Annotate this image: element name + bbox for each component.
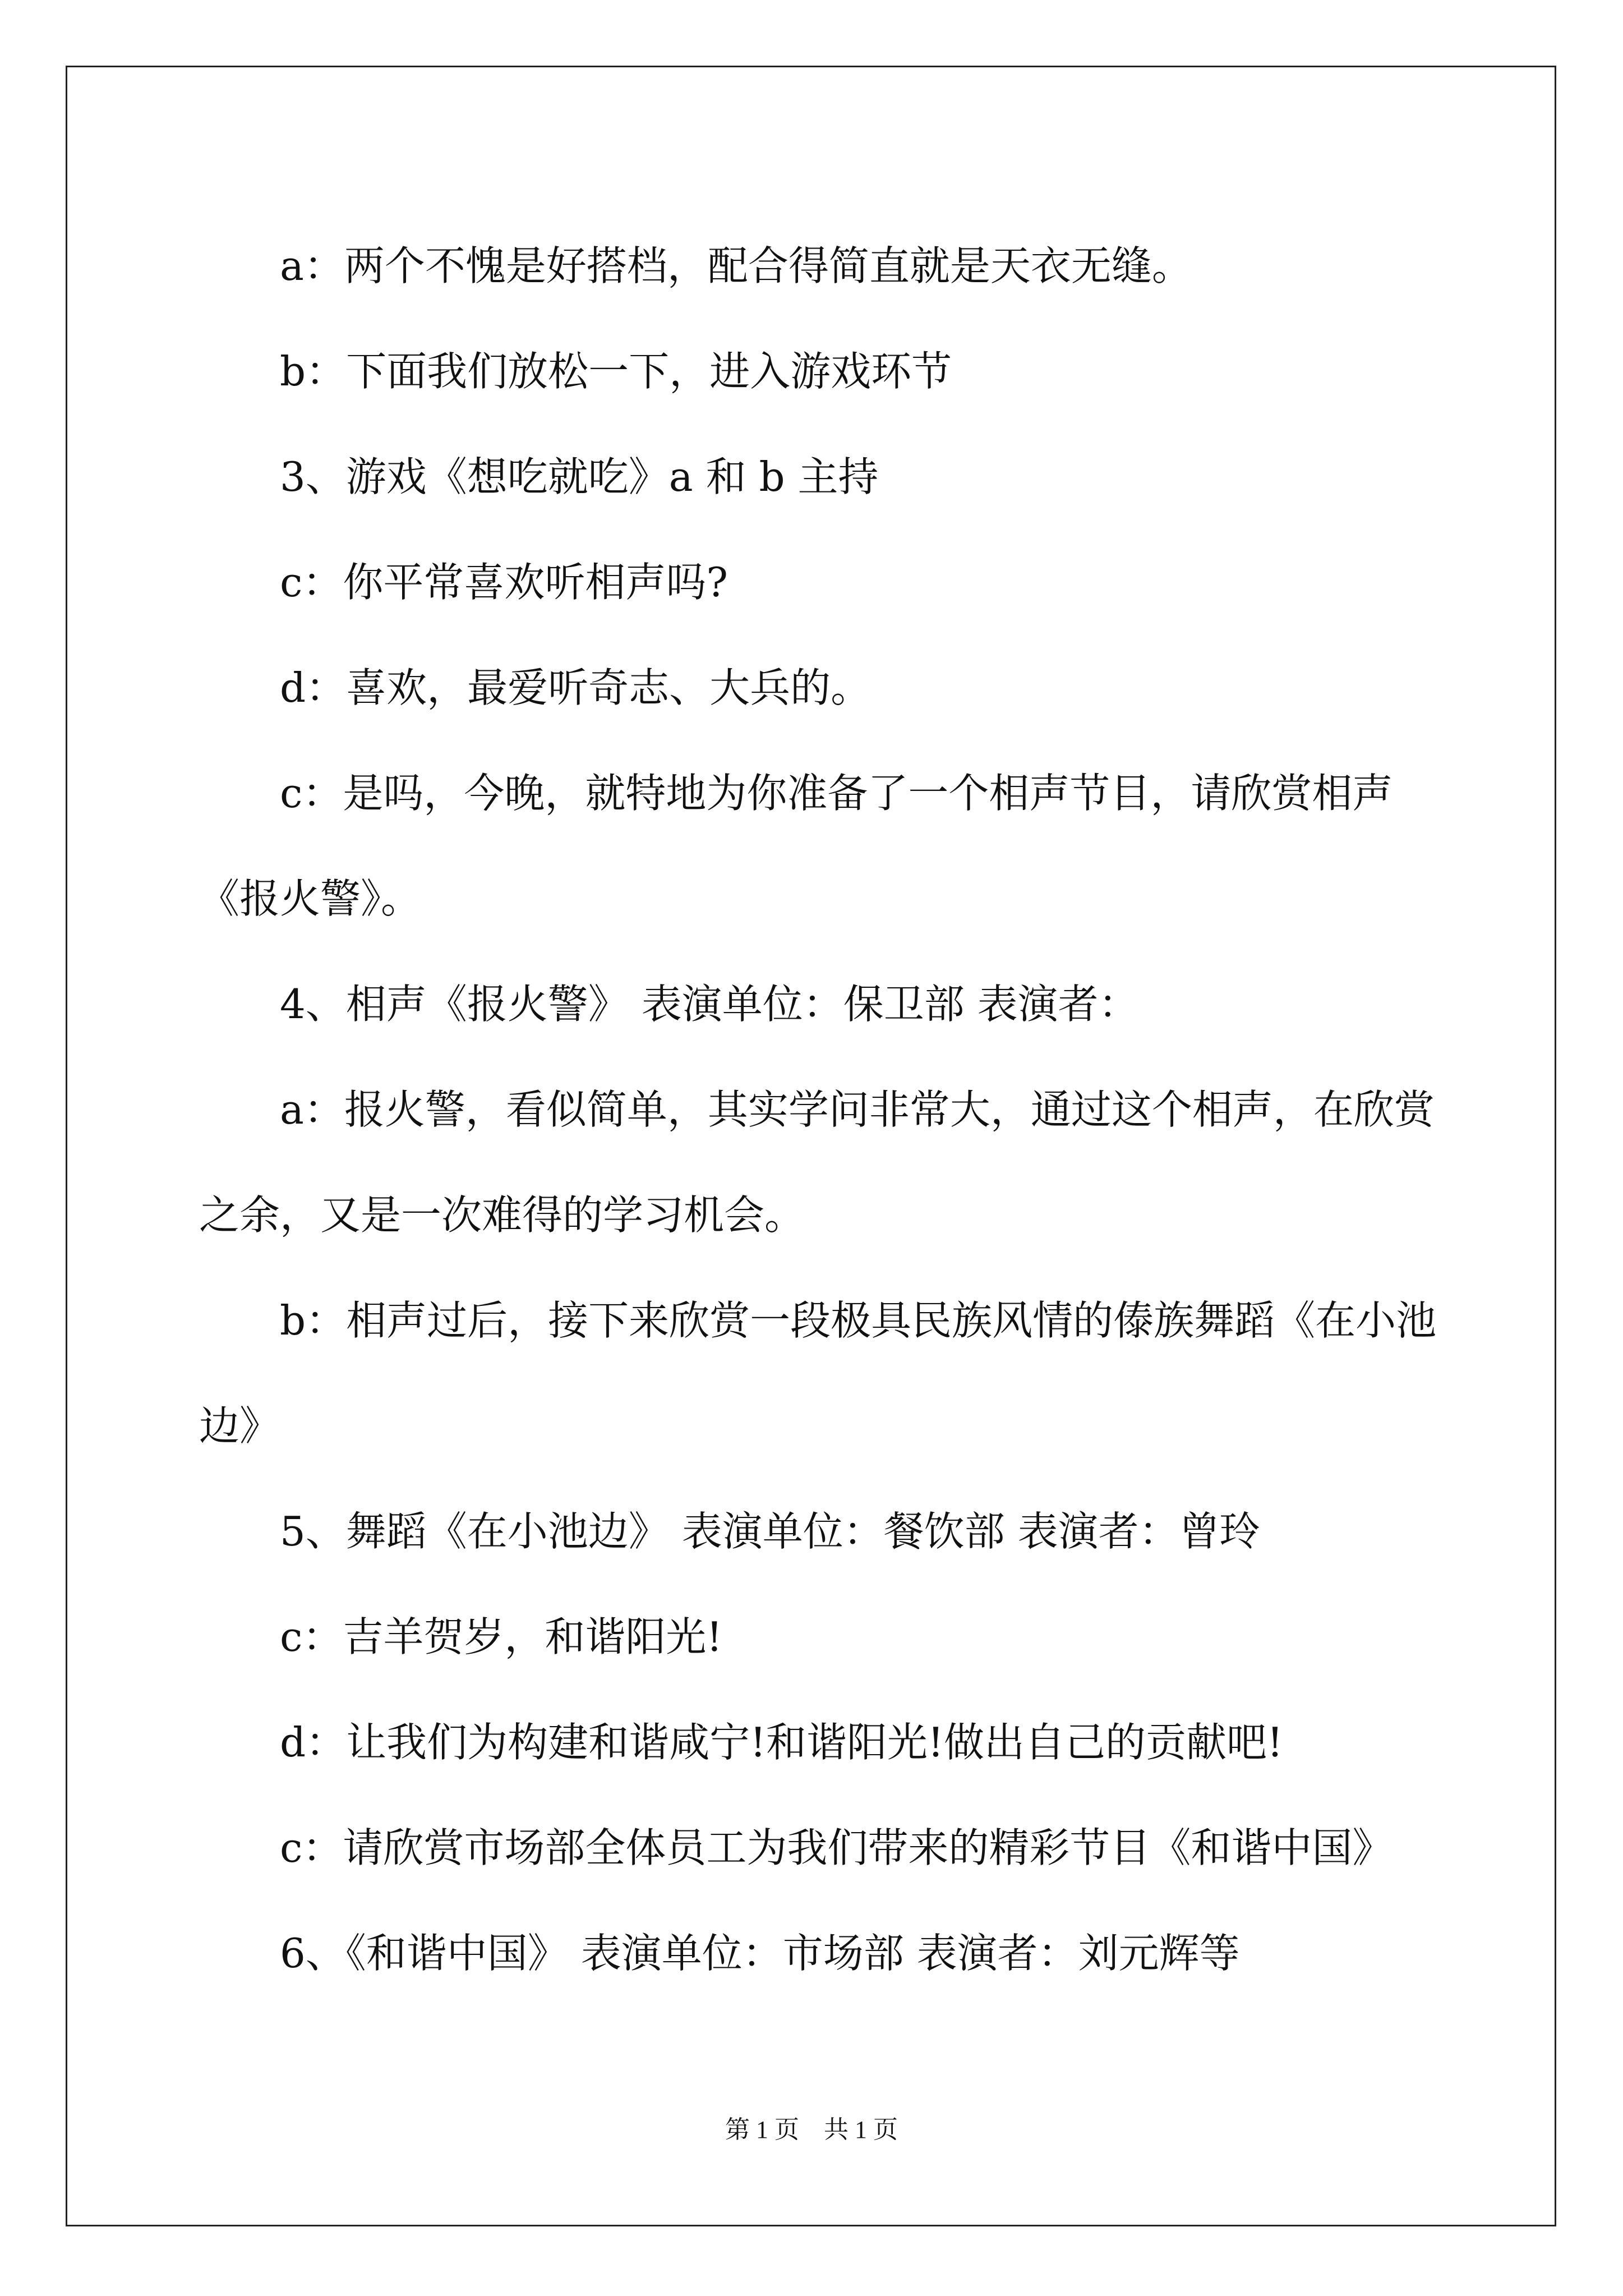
paragraph-continuation: 《报火警》。 (199, 875, 422, 922)
paragraph: a：报火警，看似简单，其实学问非常大，通过这个相声，在欣赏 (280, 1086, 1435, 1133)
paragraph: b：下面我们放松一下，进入游戏环节 (280, 348, 952, 395)
paragraph: c：是吗，今晚，就特地为你准备了一个相声节目，请欣赏相声 (280, 770, 1393, 817)
paragraph: 4、相声《报火警》 表演单位：保卫部 表演者： (280, 981, 1139, 1028)
paragraph: 3、游戏《想吃就吃》a 和 b 主持 (280, 453, 879, 500)
page-number-footer: 第 1 页 共 1 页 (725, 2116, 898, 2143)
paragraph: 6、《和谐中国》 表演单位：市场部 表演者：刘元辉等 (280, 1930, 1240, 1977)
paragraph-continuation: 之余，又是一次难得的学习机会。 (199, 1191, 805, 1239)
paragraph: d：喜欢，最爱听奇志、大兵的。 (280, 664, 872, 711)
paragraph: c：吉羊贺岁，和谐阳光! (280, 1613, 723, 1660)
paragraph: a：两个不愧是好搭档，配合得简直就是天衣无缝。 (280, 242, 1192, 289)
paragraph-continuation: 边》 (199, 1402, 280, 1450)
paragraph: c：你平常喜欢听相声吗? (280, 559, 728, 606)
paragraph: c：请欣赏市场部全体员工为我们带来的精彩节目《和谐中国》 (280, 1824, 1393, 1871)
paragraph: 5、舞蹈《在小池边》 表演单位：餐饮部 表演者：曾玲 (280, 1508, 1260, 1555)
paragraph: b：相声过后，接下来欣赏一段极具民族风情的傣族舞蹈《在小池 (280, 1297, 1437, 1344)
paragraph: d：让我们为构建和谐咸宁!和谐阳光!做出自己的贡献吧! (280, 1719, 1283, 1766)
document-body (199, 213, 1437, 2006)
